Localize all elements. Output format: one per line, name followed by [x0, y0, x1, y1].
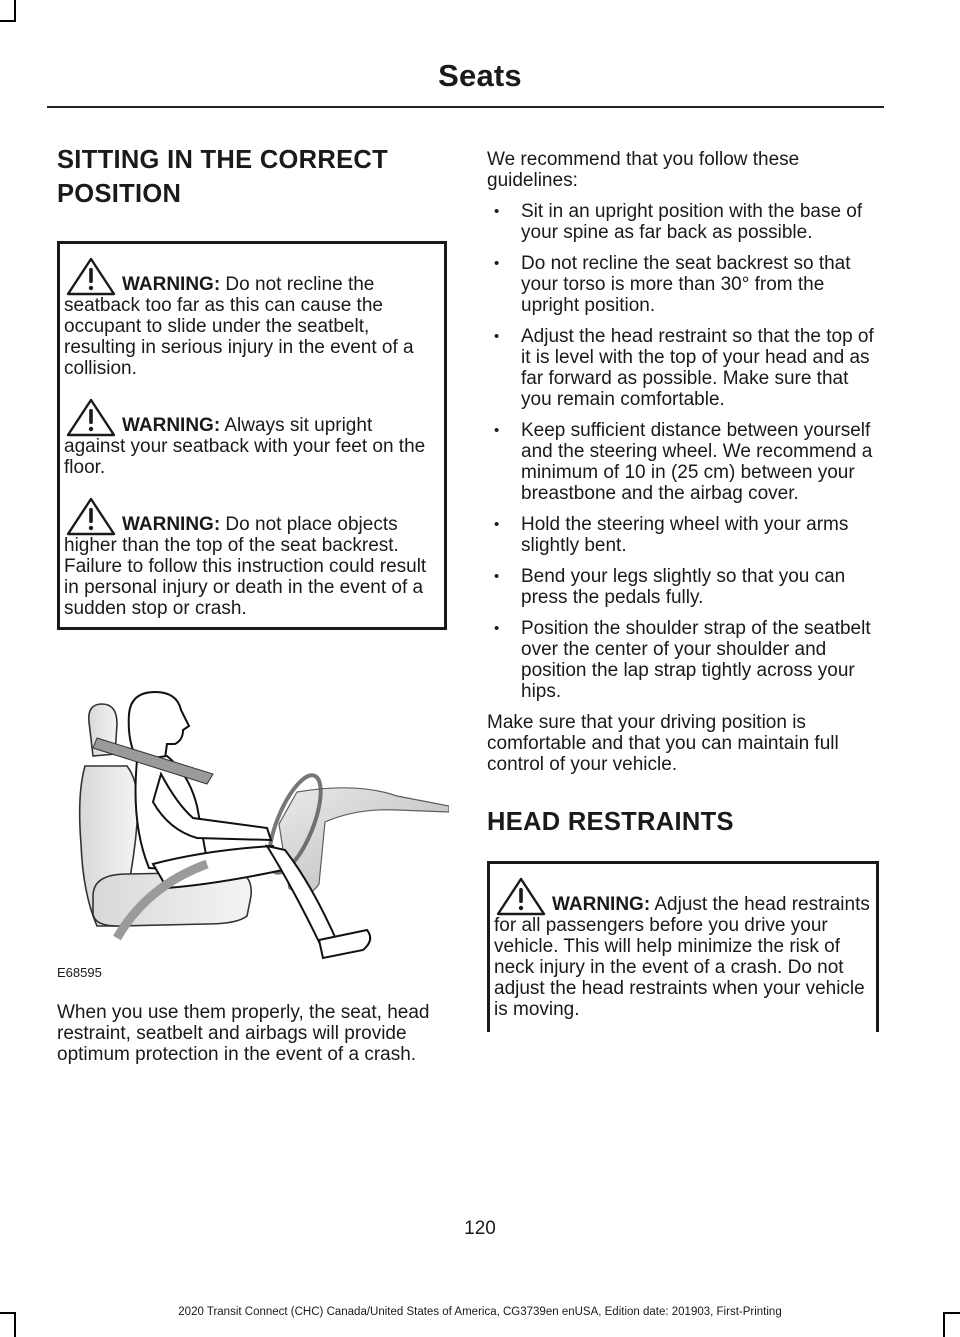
- warning-item: [64, 397, 438, 478]
- seated-driver-illustration: [57, 674, 449, 964]
- list-item: • Bend your legs slightly so that you can press the pedals fully.: [487, 566, 879, 608]
- warning-box: [487, 861, 879, 1032]
- list-item: • Do not recline the seat backrest so that your torso is more than 30° from the upright position.: [487, 253, 879, 316]
- warning-item: [64, 496, 438, 619]
- warning-text: Do not recline the seatback too far as this can cause the occupant to slide under the seatbelt, resulting in serious injury in the event of a collision.: [64, 274, 414, 379]
- warning-label: WARNING:: [122, 415, 221, 436]
- warning-item: [494, 876, 870, 1020]
- list-item: • Adjust the head restraint so that the top of it is level with the top of your head and as far forward as possible. Make sure that you remain comfortable.: [487, 326, 879, 410]
- crop-mark: [14, 0, 16, 20]
- warning-text: Do not place objects higher than the top of the seat backrest. Failure to follow this instruction could result in personal injury or death in the event of a sudden stop or crash.: [64, 514, 427, 619]
- list-item: • Sit in an upright position with the base of your spine as far back as possible.: [487, 201, 879, 243]
- warning-text: Always sit upright against your seatback with your feet on the floor.: [64, 415, 426, 478]
- left-column: [57, 143, 447, 1065]
- warning-triangle-icon: [64, 256, 118, 296]
- section-heading: HEAD RESTRAINTS: [487, 808, 734, 836]
- header-divider: [47, 106, 884, 108]
- warning-label: WARNING:: [122, 514, 221, 535]
- list-item: • Position the shoulder strap of the seatbelt over the center of your shoulder and position the lap strap tightly across your hips.: [487, 618, 879, 702]
- footer-text: 2020 Transit Connect (CHC) Canada/United States of America, CG3739en enUSA, Edition date: 201903, First-Printing: [178, 1306, 782, 1318]
- list-item: • Hold the steering wheel with your arms slightly bent.: [487, 514, 879, 556]
- warning-triangle-icon: [64, 496, 118, 536]
- list-item: • Keep sufficient distance between yourself and the steering wheel. We recommend a minimum of 10 in (25 cm) between your breastbone and the airbag cover.: [487, 420, 879, 504]
- figure-code: E68595: [57, 965, 102, 980]
- closing-paragraph: Make sure that your driving position is comfortable and that you can maintain full control of your vehicle.: [487, 712, 839, 775]
- warning-triangle-icon: [64, 397, 118, 437]
- right-column: [487, 143, 879, 1032]
- section-heading: SITTING IN THE CORRECT POSITION: [57, 146, 389, 208]
- driver-seating-illustration: [57, 674, 449, 984]
- body-paragraph: When you use them properly, the seat, head restraint, seatbelt and airbags will provide optimum protection in the event of a crash.: [57, 1002, 430, 1065]
- warning-text: Adjust the head restraints for all passengers before you drive your vehicle. This will help minimize the risk of neck injury in the event of a crash. Do not adjust the head restraints when your vehicle is moving.: [494, 894, 870, 1020]
- warning-label: WARNING:: [122, 274, 221, 295]
- warning-label: WARNING:: [552, 894, 651, 915]
- warning-box: [57, 241, 447, 630]
- warning-item: [64, 256, 438, 379]
- page-number: 120: [464, 1218, 496, 1239]
- intro-paragraph: We recommend that you follow these guidelines:: [487, 149, 800, 191]
- crop-mark: [0, 20, 16, 22]
- page-title: Seats: [438, 58, 522, 93]
- guidelines-list: [487, 201, 879, 702]
- warning-triangle-icon: [494, 876, 548, 916]
